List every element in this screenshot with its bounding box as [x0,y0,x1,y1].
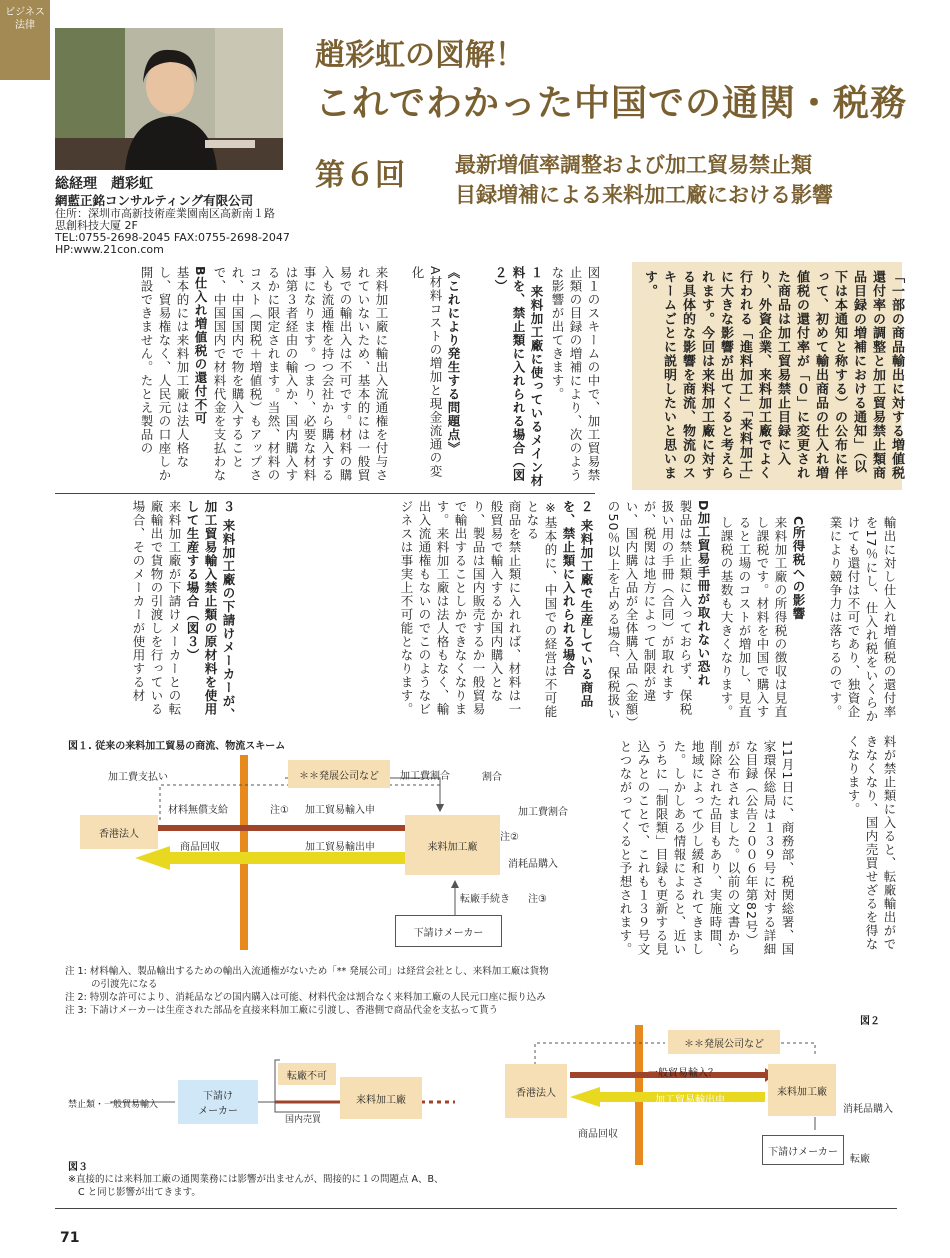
fig2-hatten-company: ＊＊発展公司など [668,1030,780,1054]
fig1-label: 加工費支払い [108,772,168,783]
page-number: 71 [60,1230,80,1246]
body-lower-col1 [800,735,898,957]
fig3-raisou-factory: 来料加工廠 [340,1077,422,1119]
figure1-notes [65,965,625,1017]
figure1-title: 図１. 従来の来料加工貿易の商流、物流スキーム [68,741,286,752]
author-address1: 住所：深圳市高新技術産業園南区高新南１路 [55,207,275,220]
paragraph: 輸出に対し仕入れ増値税の還付率を17％にし、仕入れ税をいくらかけても還付は不可であり、独資企業により競争力は落ちるのです。 [828,516,897,723]
paragraph: 料が禁止類に入ると、転廠輸出ができなくなり、国内売買せざるを得なくなります。 [846,735,897,951]
fig3-label: 国内売買 [285,1115,322,1125]
body-col-section1 [465,266,545,490]
figure2-label: 図２ [860,1016,880,1027]
paragraph: 11月1日に、商務部、税関総署、国家環保総局は１３９号に対する詳細な目録（公告２００６年第82号）が公布されました。以前の文書から削除された品目もあり、実施時間、地域によって少し緩和されてきました。しかしある情報によると、近いうちに「制限類」目録も更新する見込みとのことで、これも１３９号文とつながってくると予想されます。 [618,740,795,956]
body-col-scheme [548,266,602,490]
fig2-subcontractor: 下請けメーカー [762,1135,844,1165]
note-line: ※直接的には来料加工廠の通関業務には影響が出ませんが、間接的に１の問題点 A、B、 [68,1174,444,1185]
figure1-arrow-input [135,825,405,831]
fig1-hatten-company: ＊＊発展公司など [288,760,390,788]
divider [55,493,595,494]
subtitle-line1: 最新増値率調整および加工貿易禁止類 [455,153,812,177]
author-hp: HP:www.21con.com [55,243,164,256]
fig2-label: 消耗品購入 [843,1104,893,1115]
note-line: C と同じ影響が出てきます。 [78,1187,201,1198]
fig2-label: 商品回収 [578,1129,618,1140]
author-info [55,176,290,256]
fig1-label: 加工貿易輸出申 [305,842,375,853]
author-photo [55,28,283,170]
paragraph: 製品は禁止類に入っておらず、保税扱い用の手冊（合同）が取れますが、税関は地方によって制限が違い、国内購入品が全体購入品（金額）の50％以上を占める場合、保税扱い [606,500,693,724]
main-title: これでわかった中国での通関・税務 [315,83,908,124]
intro-box [632,262,902,490]
figure3-notes [68,1173,444,1199]
body-col-problems [392,266,462,490]
fig3-subcontractor: 下請け メーカー [178,1080,258,1124]
body-upper-col2 [715,516,807,724]
fig1-label: 加工貿易輸入申 [305,805,375,816]
fig3-no-transfer: 転廠不可 [278,1063,336,1085]
category-tag-line1: ビジネス [5,7,45,18]
fig1-label: 加工費割合 [518,807,568,818]
body-col-material [212,266,390,490]
note-line: 注 2: 特別な許可により、消耗品などの国内購入は可能、材料代金は割合なく来料加工廠の人民元口座に振り込み [65,992,546,1003]
note-line: 注 3: 下請けメーカーは生産された部品を直接来料加工廠に引渡し、香港側で商品代金を支払って貰う [65,1005,499,1016]
paragraph: 基本的には来料加工廠は法人格なし、貿易権なく、人民元の口座しか開設できません。たとえ製品の [139,266,190,482]
fig1-label: 材料無償支給 [168,805,228,816]
fig2-label: 一般貿易輸入？ [648,1068,718,1079]
paragraph: 商品を禁止類に入れれば、材料は一般貿易で輸入するか国内購入となり、製品は国内販売するか一般貿易で輸出することしかできなくなります。来料加工廠は法人格もなく、輸出入流通権もないのでこのようなビジネスは事実上不可能となります。 [399,500,522,716]
body-upper-col3 [602,500,712,724]
fig1-label: 注③ [528,894,547,905]
note-line: 注 1: 材料輸入、製品輸出するための輸出入流通権がないため「** 発展公司」は経営会社とし、来料加工廠は貨物 [65,966,549,977]
fig1-label: 割合 [482,772,502,783]
episode-number: 第６回 [315,158,405,193]
section-heading: ２ 来料加工廠で生産している商品を、禁止類に入れられる場合 [561,500,594,708]
author-address2: 思創科技大厦 2F [55,219,138,232]
paragraph: 来料加工廠に輸出入流通権を付与されていないため、基本的には一般貿易での輸出入は不可です。材料の購入も流通権を持つ会社から購入する事になります。つまり、必要な材料は第３者経由の輸入か、国内購入するかに限定されます。当然、材料のコスト（関税＋増値税）もアップされ、中国国内で物を購入することで、中国国内で材料代金を支払わな [212,266,389,482]
fig1-subcontractor: 下請けメーカー [395,915,502,947]
fig1-raisou-factory: 来料加工廠 [405,815,500,875]
fig1-label: 注② [500,832,519,843]
author-name: 総経理 趙彩虹 [55,176,153,192]
section-heading: ３ 来料加工廠の下請けメーカーが、加工貿易輸入禁止類の原材料を使用して生産する場合（図３） [185,500,236,722]
fig1-hk-corp: 香港法人 [80,815,158,849]
paragraph: A材料コストの増加と現金流通の変化 [410,266,443,479]
episode-subtitle [455,150,833,210]
series-title: 趙彩虹の図解！ [315,38,525,73]
section-heading: C所得税への影響 [791,516,806,621]
paragraph: 来料加工廠の所得税の徴収は見直し課税です。材料を中国で購入すると工場のコストが増加し、見直し課税の基数も大きくなります。 [719,516,788,719]
intro-text: 「一部の商品輸出に対する増値税還付率の調整と加工貿易禁止類商品目録の増補における通知」（以下は本通知と称する）の公布に伴って、初めて輸出商品の仕入れ増値税の還付率が「０」に変更された商品は加工貿易禁止目録に入り、外資企業、来料加工廠でよく行われる「進料加工」「来料加工」に大きな影響が出てくると考えられます。今回は来料加工廠に対する具体的な影響を商流、物流のスキームごとに説明したいと思います。 [642,270,904,481]
fig1-label: 転廠手続き [460,894,510,905]
paragraph: 来料加工廠が下請けメーカーとの転廠輸出で貨物の引渡しを行っている場合、そのメーカーが使用する材 [131,500,182,716]
category-tag [0,0,50,80]
footer-divider [55,1208,897,1209]
figure3-label: 図３ [68,1162,88,1173]
author-tel: TEL:0755-2698-2045 FAX:0755-2698-2047 [55,231,290,244]
section-heading: B仕入れ増値税の還付不可 [193,266,208,426]
note-text: ※基本的に、中国での経営は不可能となる [525,500,558,719]
fig2-raisou-factory: 来料加工廠 [768,1064,836,1116]
body-col-section2 [240,500,595,724]
fig2-hk-corp: 香港法人 [505,1064,567,1118]
body-col-section3 [55,500,237,724]
paragraph: 図１のスキームの中で、加工貿易禁止類の目録の増補により、次のような影響が出てきます。 [550,266,601,482]
fig2-label: 加工貿易輸出申 [655,1095,725,1106]
body-lower-col2 [608,740,796,957]
fig2-label: 転廠 [850,1154,870,1165]
category-tag-line2: 法律 [15,20,35,31]
section-heading: １ 来料加工廠に使っているメイン材料を、禁止類に入れられる場合（図２） [493,266,544,488]
subtitle-line2: 目録増補による来料加工廠における影響 [455,183,833,207]
author-company: 網藍正銘コンサルティング有限公司 [55,193,254,208]
fig3-label: 禁止類・一般貿易輸入 [68,1100,159,1110]
fig1-label: 商品回収 [180,842,220,853]
fig1-label: 消耗品購入 [508,859,558,870]
note-line: の引渡先になる [91,979,158,990]
body-upper-col1 [810,516,898,724]
section-heading: 《これにより発生する問題点》 [446,266,461,455]
body-col-vat [55,266,209,490]
fig1-label: 注① [270,805,289,816]
section-heading: D加工貿易手冊が取れない恐れ [696,500,711,687]
fig1-label: 加工費割合 [400,771,450,782]
